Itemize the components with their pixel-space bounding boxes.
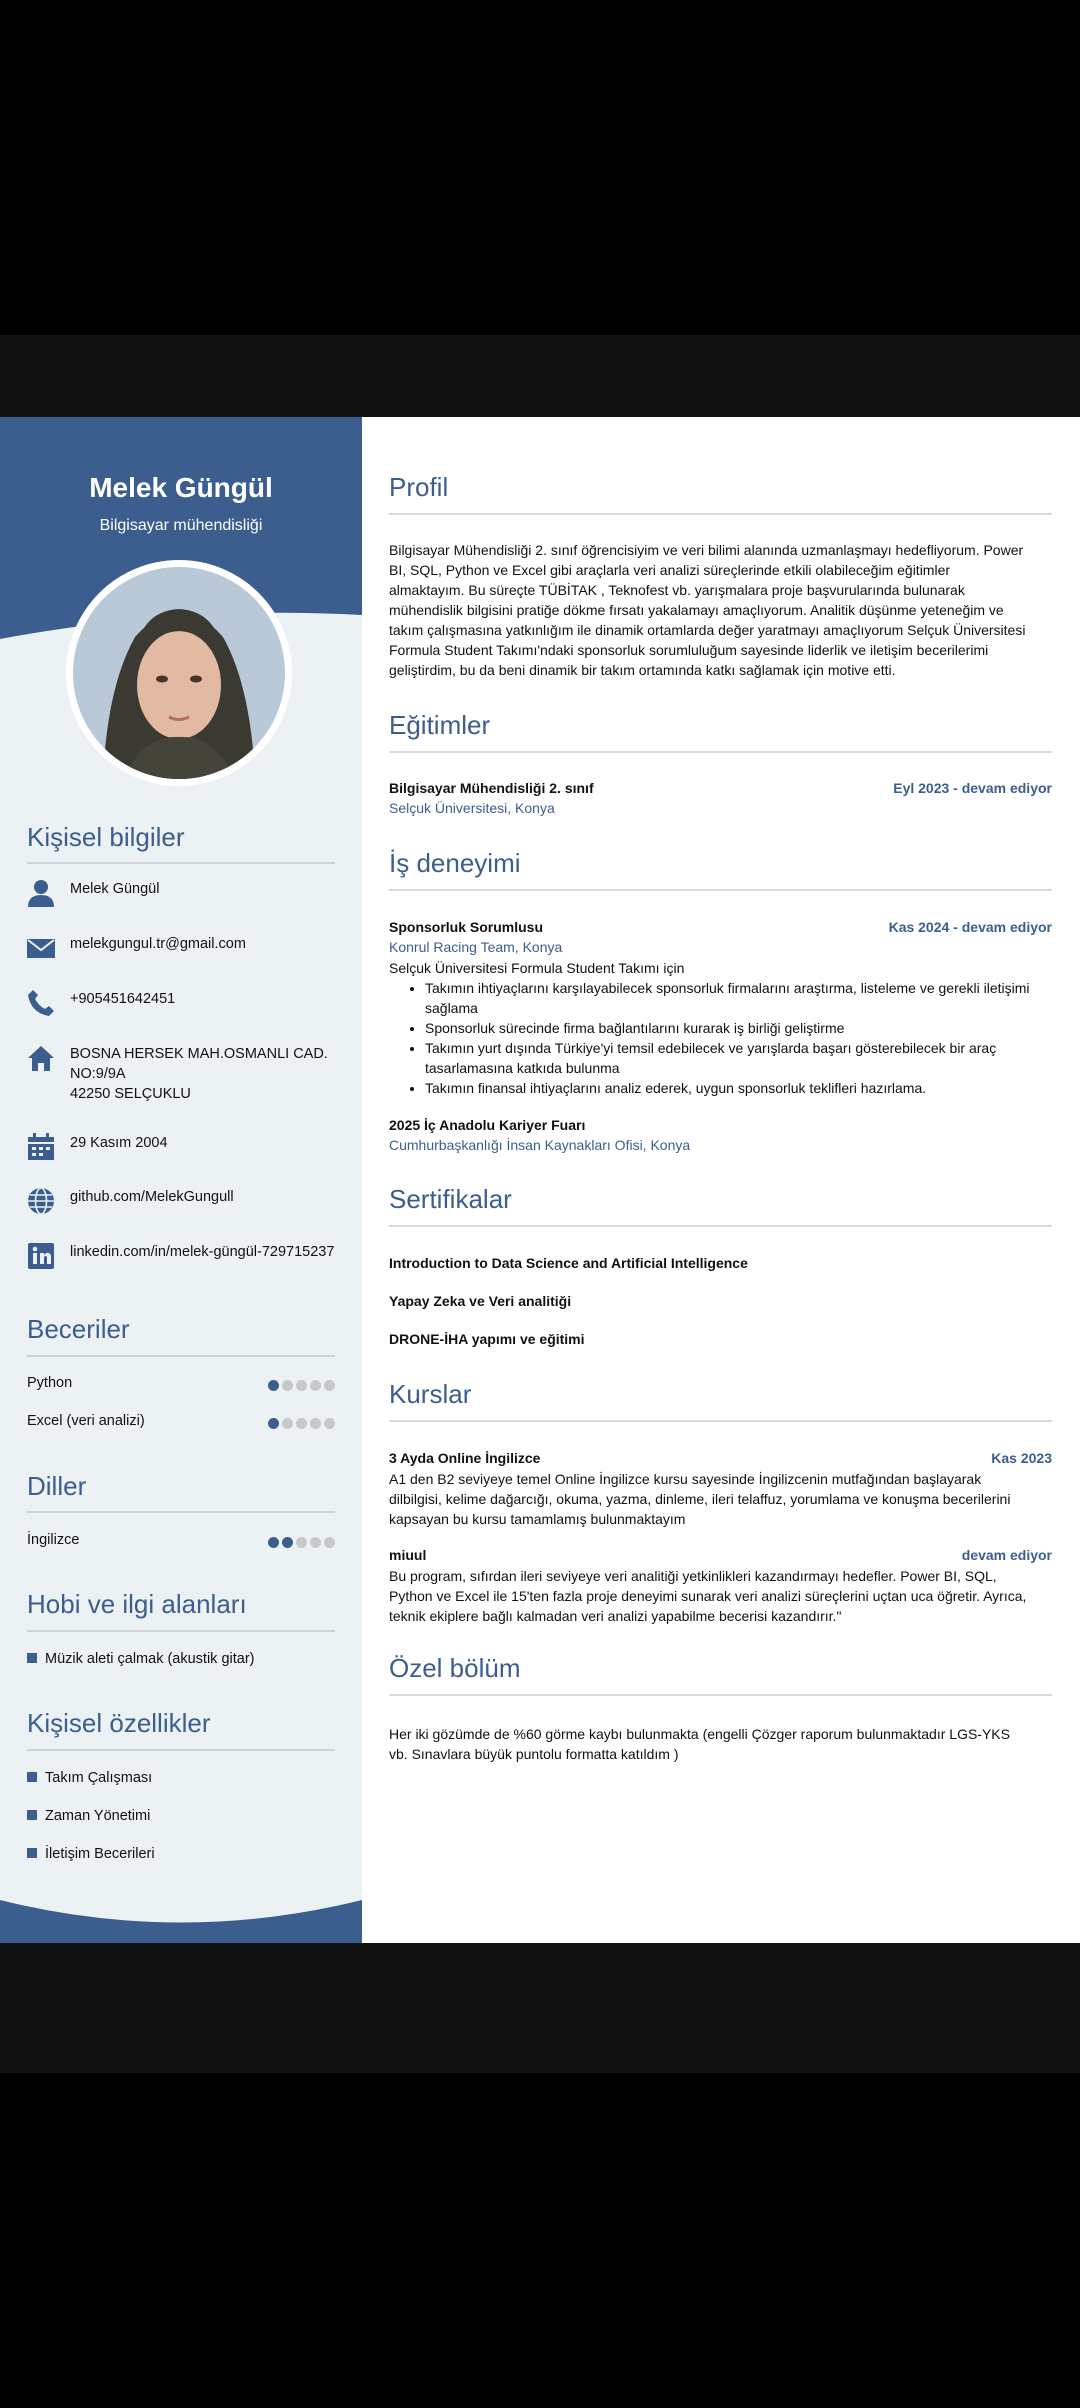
section-title-profile: Profil xyxy=(389,472,449,502)
divider xyxy=(27,1630,335,1632)
personal-birthdate: 29 Kasım 2004 xyxy=(70,1135,168,1151)
profile-line: BI, SQL, Python ve Excel gibi araçlarla veri analizi süreçlerinde etkili olabileceğim eğitimler xyxy=(389,562,951,578)
job-organization: Cumhurbaşkanlığı İnsan Kaynakları Ofisi, Konya xyxy=(389,1137,691,1153)
level-dot-empty xyxy=(324,1380,335,1391)
profile-line: mühendislik bilgisini pratiğe dökme fırsatı yakalamayı amaçlıyorum. Analitik düşünme yeteneğim ve xyxy=(389,602,1004,618)
course-row xyxy=(389,1450,1052,1470)
certificate-label: Introduction to Data Science and Artificial Intelligence xyxy=(389,1255,748,1271)
level-dot-empty xyxy=(324,1537,335,1548)
profile-photo xyxy=(66,560,292,786)
list-item: • Sponsorluk sürecinde firma bağlantılarını kurarak iş birliği geliştirme xyxy=(425,1018,1052,1038)
section-title-traits: Kişisel özellikler xyxy=(27,1708,211,1738)
language-level-dots xyxy=(265,1535,335,1549)
cv-page[interactable] xyxy=(0,417,1080,1943)
level-dot-filled xyxy=(268,1380,279,1391)
avatar xyxy=(73,567,285,779)
divider xyxy=(389,1694,1052,1696)
divider xyxy=(27,1511,335,1513)
trait-label: Zaman Yönetimi xyxy=(45,1808,151,1824)
course-row xyxy=(389,1547,1052,1567)
level-dot-filled xyxy=(268,1418,279,1429)
level-dot-empty xyxy=(324,1418,335,1429)
trait-label: İletişim Becerileri xyxy=(45,1846,155,1862)
hobby-label: Müzik aleti çalmak (akustik gitar) xyxy=(45,1651,255,1667)
profile-line: Formula Student Takımı'ndaki sponsorluk sorumluluğum sayesinde liderlik ve iletişim becerilerimi xyxy=(389,642,989,658)
job-row xyxy=(389,919,1052,939)
course-description xyxy=(389,1566,1052,1626)
certificate-item xyxy=(389,1293,1052,1313)
course-line: A1 den B2 seviyeye temel Online İngilizce kursu sayesinde İngilizcenin mutfağından başlayarak xyxy=(389,1471,982,1487)
job-position: Sponsorluk Sorumlusu xyxy=(389,919,544,935)
course-date: Kas 2023 xyxy=(991,1450,1052,1466)
course-description xyxy=(389,1469,1052,1529)
job-organization: Konrul Racing Team, Konya xyxy=(389,939,563,955)
address-line-2: NO:9/9A xyxy=(70,1066,126,1082)
course-line: Python ve Excel ile 15'ten fazla proje deneyimi sunarak veri analizi süreçlerini uçtan uca öğretir. Ayrıca, xyxy=(389,1588,1027,1604)
trait-item xyxy=(27,1808,150,1824)
linkedin-icon xyxy=(27,1242,55,1270)
top-bar xyxy=(0,335,1080,417)
divider xyxy=(389,751,1052,753)
education-school: Selçuk Üniversitesi, Konya xyxy=(389,800,555,816)
job-position: 2025 İç Anadolu Kariyer Fuarı xyxy=(389,1117,586,1133)
trait-item xyxy=(27,1846,155,1862)
course-date: devam ediyor xyxy=(961,1547,1052,1563)
skill-level-dots xyxy=(265,1416,335,1430)
divider xyxy=(389,1225,1052,1227)
bullet-square xyxy=(27,1848,37,1858)
person-icon xyxy=(27,879,55,907)
personal-email[interactable]: melekgungul.tr@gmail.com xyxy=(70,936,246,952)
section-title-courses: Kurslar xyxy=(389,1379,472,1409)
section-title-special: Özel bölüm xyxy=(389,1653,521,1683)
language-item xyxy=(27,1532,335,1552)
course-line: dilbilgisi, kelime dağarcığı, okuma, yazma, dinleme, ileri telaffuz, yorumlama ve konuşma becerilerini xyxy=(389,1491,1011,1507)
address-line-3: 42250 SELÇUKLU xyxy=(70,1086,191,1102)
profile-line: geliştirdim, bu da beni dinamik bir takım ortamında katkı sağlamak için motive etti. xyxy=(389,662,896,678)
personal-phone[interactable]: +905451642451 xyxy=(70,991,176,1007)
list-item: • Takımın ihtiyaçlarını karşılayabilecek sponsorluk firmalarını araştırma, listeleme ve gerekli iletişimi sağlama xyxy=(425,978,1052,1018)
job-row xyxy=(389,1117,1052,1137)
special-text xyxy=(389,1724,1052,1764)
trait-label: Takım Çalışması xyxy=(45,1770,153,1786)
divider xyxy=(27,1355,335,1357)
education-date: Eyl 2023 - devam ediyor xyxy=(893,780,1052,796)
person-role: Bilgisayar mühendisliği xyxy=(99,517,263,534)
section-title-hobbies: Hobi ve ilgi alanları xyxy=(27,1589,247,1619)
level-dot-empty xyxy=(310,1537,321,1548)
bullet-square xyxy=(27,1772,37,1782)
language-label: İngilizce xyxy=(27,1532,80,1548)
education-degree: Bilgisayar Mühendisliği 2. sınıf xyxy=(389,780,594,796)
globe-icon xyxy=(27,1187,55,1215)
divider xyxy=(389,889,1052,891)
section-title-languages: Diller xyxy=(27,1471,87,1501)
level-dot-empty xyxy=(296,1380,307,1391)
section-title-personal: Kişisel bilgiler xyxy=(27,822,185,852)
level-dot-empty xyxy=(296,1418,307,1429)
divider xyxy=(389,513,1052,515)
bottom-bar xyxy=(0,1943,1080,2073)
skill-level-dots xyxy=(265,1378,335,1392)
hobby-item xyxy=(27,1651,255,1667)
personal-linkedin[interactable]: linkedin.com/in/melek-güngül-729715237 xyxy=(70,1244,335,1260)
address-line-1: BOSNA HERSEK MAH.OSMANLI CAD. xyxy=(70,1046,328,1062)
profile-text xyxy=(389,540,1052,680)
level-dot-empty xyxy=(282,1418,293,1429)
home-icon xyxy=(27,1044,55,1072)
personal-address xyxy=(70,1044,360,1104)
list-item: • Takımın yurt dışında Türkiye'yi temsil edebilecek ve yarışlarda başarı gösterebilecek bir araç tasarlamasına katkıda bulunma xyxy=(425,1038,1052,1078)
course-name: miuul xyxy=(389,1547,427,1563)
education-row xyxy=(389,780,1052,800)
level-dot-filled xyxy=(282,1537,293,1548)
profile-line: almaktayım. Bu süreçte TÜBİTAK , Teknofest vb. yarışmalara proje başvurularında bulunarak xyxy=(389,582,965,598)
personal-github[interactable]: github.com/MelekGungull xyxy=(70,1189,234,1205)
job-date: Kas 2024 - devam ediyor xyxy=(888,919,1052,935)
divider xyxy=(27,862,335,864)
divider xyxy=(389,1420,1052,1422)
skill-item xyxy=(27,1375,335,1395)
level-dot-filled xyxy=(268,1537,279,1548)
skill-label: Excel (veri analizi) xyxy=(27,1413,145,1429)
section-title-experience: İş deneyimi xyxy=(389,848,521,878)
person-name: Melek Güngül xyxy=(89,472,273,503)
profile-line: takım çalışmasına yatkınlığım ile dinamik ortamlarda değer yaratmayı amaçlıyorum Selçuk Üniversitesi xyxy=(389,622,1026,638)
certificate-item xyxy=(389,1255,1052,1275)
course-line: teknik ekiplere bağlı kalmadan veri analizi yapabilme becerisi kazandırır." xyxy=(389,1608,842,1624)
section-title-education: Eğitimler xyxy=(389,710,491,740)
profile-line: Bilgisayar Mühendisliği 2. sınıf öğrencisiyim ve veri bilimi alanında uzmanlaşmayı hedefliyorum. Power xyxy=(389,542,1024,558)
section-title-certificates: Sertifikalar xyxy=(389,1184,512,1214)
level-dot-empty xyxy=(296,1537,307,1548)
skill-item xyxy=(27,1413,335,1433)
bullet-square xyxy=(27,1810,37,1820)
special-line: vb. Sınavlara büyük puntolu formatta katıldım ) xyxy=(389,1746,679,1762)
phone-icon xyxy=(27,989,55,1017)
level-dot-empty xyxy=(310,1418,321,1429)
job-bullets xyxy=(389,978,1052,1098)
certificate-item xyxy=(389,1331,1052,1351)
certificate-label: Yapay Zeka ve Veri analitiği xyxy=(389,1293,572,1309)
course-line: Bu program, sıfırdan ileri seviyeye veri analitiği yetkinlikleri kazandırmayı hedefler. Power BI, SQL, xyxy=(389,1568,997,1584)
bullet-square xyxy=(27,1653,37,1663)
sidebar xyxy=(0,417,362,1943)
level-dot-empty xyxy=(282,1380,293,1391)
special-line: Her iki gözümde de %60 görme kaybı bulunmakta (engelli Çözger raporum bulunmaktadır LGS-YKS xyxy=(389,1726,1010,1742)
course-line: kapsayan bu kursu tamamlamış bulunmaktayım xyxy=(389,1511,686,1527)
section-title-skills: Beceriler xyxy=(27,1314,130,1344)
course-name: 3 Ayda Online İngilizce xyxy=(389,1450,541,1466)
skill-label: Python xyxy=(27,1375,73,1391)
calendar-icon xyxy=(27,1133,55,1161)
envelope-icon xyxy=(27,934,55,962)
certificate-label: DRONE-İHA yapımı ve eğitimi xyxy=(389,1331,585,1347)
divider xyxy=(27,1749,335,1751)
trait-item xyxy=(27,1770,152,1786)
personal-name: Melek Güngül xyxy=(70,881,160,897)
job-description: Selçuk Üniversitesi Formula Student Takımı için xyxy=(389,960,685,976)
level-dot-empty xyxy=(310,1380,321,1391)
list-item: • Takımın finansal ihtiyaçlarını analiz ederek, uygun sponsorluk teklifleri hazırlama. xyxy=(425,1078,1052,1098)
